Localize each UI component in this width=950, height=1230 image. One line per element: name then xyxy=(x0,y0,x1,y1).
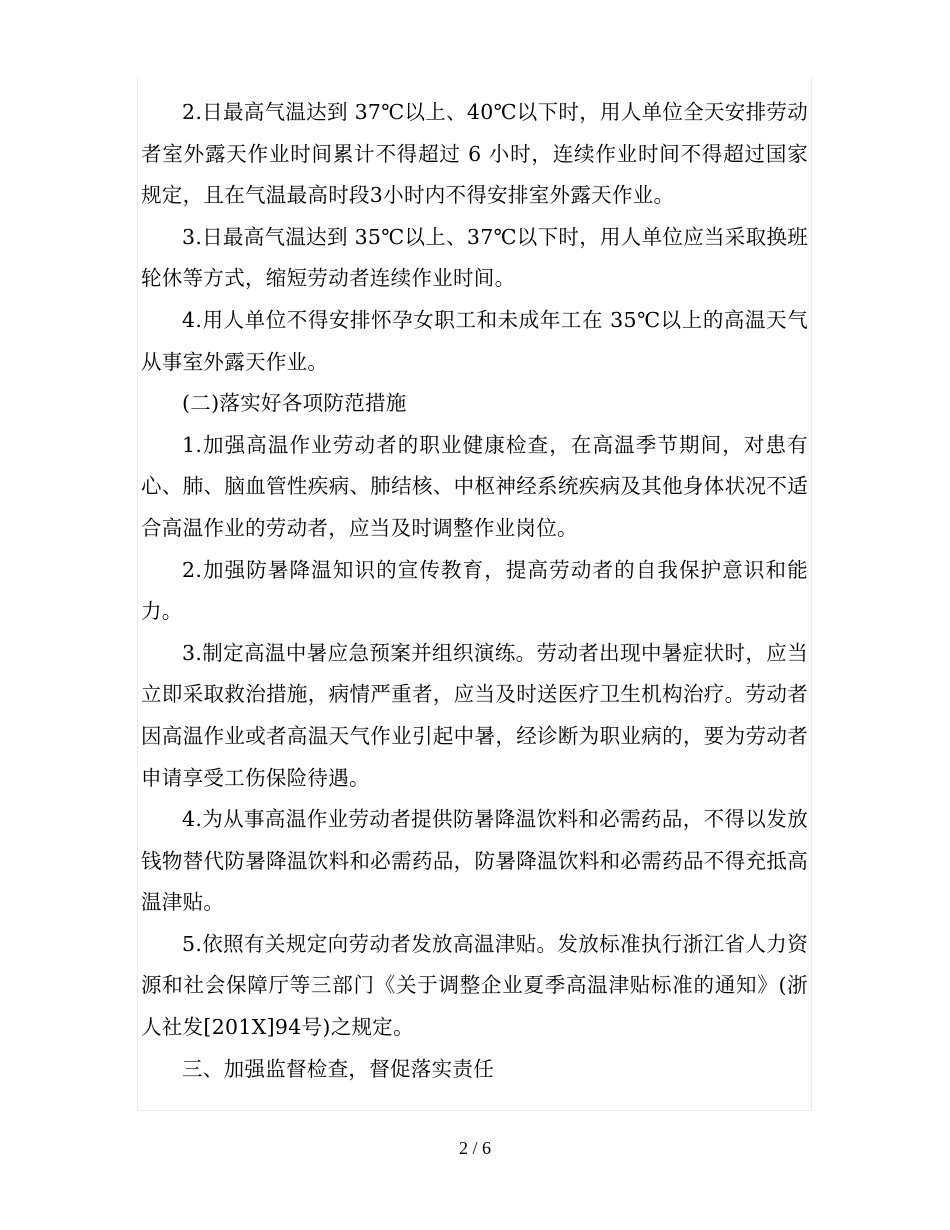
paragraph-heat-allowance: 5.依照有关规定向劳动者发放高温津贴。发放标准执行浙江省人力资源和社会保障厅等三部门《关于调整企业夏季高温津贴标准的通知》(浙人社发[201X]94号)之规定。 xyxy=(141,931,808,1040)
section-heading-supervision: 三、加强监督检查，督促落实责任 xyxy=(182,1056,494,1081)
paragraph-heat-35-37: 3.日最高气温达到 35℃以上、37℃以下时，用人单位应当采取换班轮休等方式，缩短劳动者连续作业时间。 xyxy=(141,224,809,291)
page-number: 2 / 6 xyxy=(458,1138,491,1158)
paragraph-education: 2.加强防暑降温知识的宣传教育，提高劳动者的自我保护意识和能力。 xyxy=(141,557,808,624)
paragraph-health-checks: 1.加强高温作业劳动者的职业健康检查，在高温季节期间，对患有心、肺、脑血管性疾病、肺结核、中枢神经系统疾病及其他身体状况不适合高温作业的劳动者，应当及时调整作业岗位。 xyxy=(141,432,808,540)
paragraph-drinks-medicine: 4.为从事高温作业劳动者提供防暑降温饮料和必需药品，不得以发放钱物替代防暑降温饮料和必需药品，防暑降温饮料和必需药品不得充抵高温津贴。 xyxy=(141,807,808,915)
paragraph-emergency-plan: 3.制定高温中暑应急预案并组织演练。劳动者出现中暑症状时，应当立即采取救治措施，病情严重者，应当及时送医疗卫生机构治疗。劳动者因高温作业或者高温天气作业引起中暑，经诊断为职业病的，要为劳动者申请享受工伤保险待遇。 xyxy=(141,640,808,790)
paragraph-heat-37-40: 2.日最高气温达到 37℃以上、40℃以下时，用人单位全天安排劳动者室外露天作业时间累计不得超过 6 小时，连续作业时间不得超过国家规定，且在气温最高时段3小时内不得安排室外露天作业。 xyxy=(141,100,809,208)
document-body xyxy=(141,92,808,1090)
paragraph-pregnant-minors: 4.用人单位不得安排怀孕女职工和未成年工在 35℃以上的高温天气从事室外露天作业。 xyxy=(141,307,808,374)
section-heading-prevention-measures: (二)落实好各项防范措施 xyxy=(182,391,407,416)
